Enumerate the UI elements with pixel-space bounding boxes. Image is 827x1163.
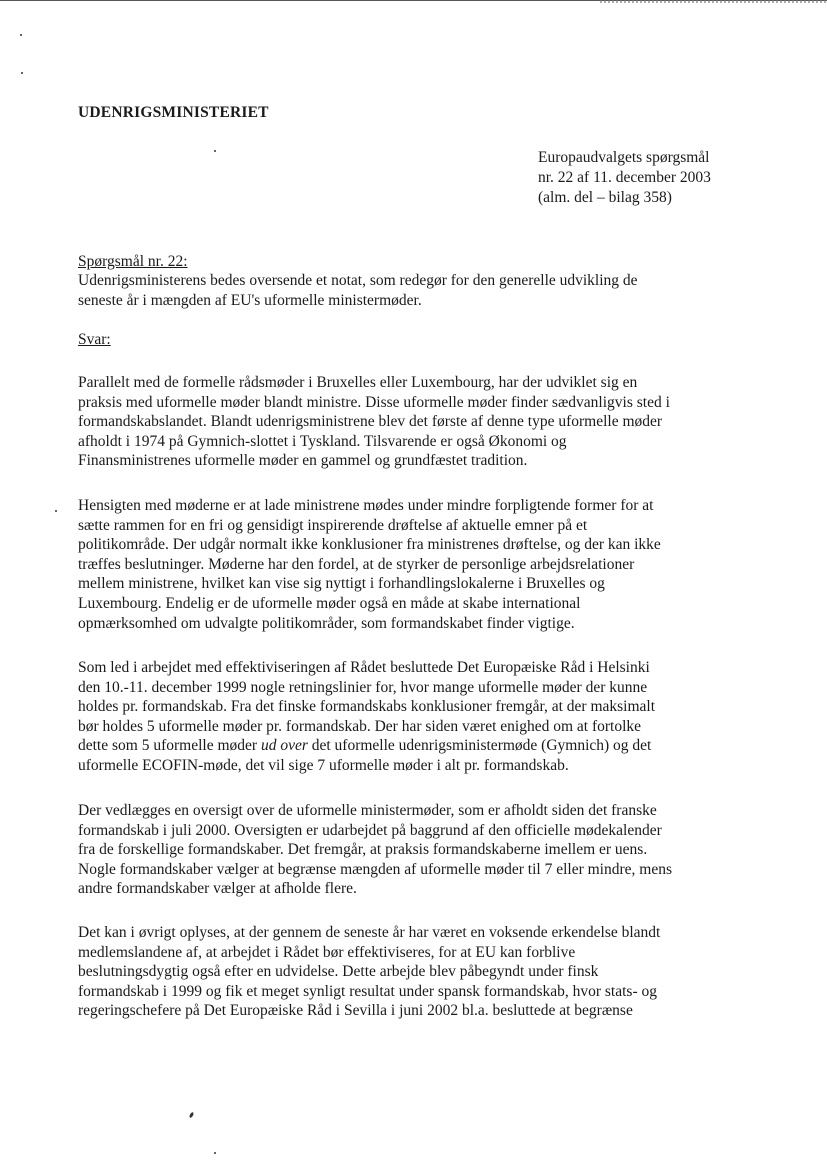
paragraph-line: andre formandskaber vælger at afholde flere. [78, 880, 357, 898]
italic-run: ud over [260, 737, 308, 755]
scan-speck [20, 34, 22, 36]
paragraph-5 [78, 923, 758, 1021]
paragraph-line: formandskab i juli 2000. Oversigten er udarbejdet på baggrund af den officielle mødekalender [78, 821, 662, 839]
scan-top-edge-dotted [600, 0, 827, 3]
paragraph-2 [78, 496, 758, 633]
paragraph-line: opmærksomhed om udvalgte politikområder, som formandskabet finder vigtige. [78, 614, 575, 632]
paragraph-line: praksis med uformelle møder blandt ministre. Disse uformelle møder finder sædvanligvis sted i [78, 393, 670, 411]
paragraph-line: Nogle formandskaber vælger at begrænse mængden af uformelle møder til 7 eller mindre, mens [78, 860, 672, 878]
paragraph-line: sætte rammen for en fri og gensidigt inspirerende drøftelse af aktuelle emner på et [78, 516, 588, 534]
paragraph-line: mellem ministrene, hvilket kan vise sig nyttigt i forhandlingslokalerne i Bruxelles og [78, 575, 605, 593]
scan-speck [214, 150, 216, 152]
answer-heading [78, 330, 758, 350]
paragraph-line: træffes beslutninger. Møderne har den fordel, at de styrker de personlige arbejdsrelationer [78, 555, 635, 573]
paragraph-line: formandskab i 1999 og fik et meget synligt resultat under spansk formandskab, hvor stats- og [78, 982, 657, 1000]
scan-speck [55, 510, 57, 512]
reference-line: nr. 22 af 11. december 2003 [538, 169, 711, 186]
paragraph-line: holdes pr. formandskab. Fra det finske formandskabs konklusioner fremgår, at der maksimalt [78, 698, 656, 716]
paragraph-line: beslutningsdygtig også efter en udvidelse. Dette arbejde blev påbegyndt under finsk [78, 963, 599, 981]
paragraph-line: Som led i arbejdet med effektiviseringen af Rådet besluttede Det Europæiske Råd i Helsinki [78, 659, 650, 676]
paragraph-line: politikområde. Der udgår normalt ikke konklusioner fra ministrenes drøftelse, og der kan ikke [78, 536, 661, 554]
question-line: Udenrigsministerens bedes oversende et notat, som redegør for den generelle udvikling de [78, 272, 638, 289]
paragraph-1 [78, 373, 758, 471]
paragraph-line: bør holdes 5 uformelle møder pr. formandskab. Der har siden været enighed om at fortolke [78, 717, 642, 735]
paragraph-line: uformelle ECOFIN-møde, det vil sige 7 uformelle møder i alt pr. formandskab. [78, 756, 569, 774]
reference-line: Europaudvalgets spørgsmål [538, 149, 710, 166]
scan-speck [21, 72, 23, 74]
reference-block [538, 148, 711, 208]
text-run: dette som 5 uformelle møder [78, 737, 261, 755]
paragraph-line: medlemslandene af, at arbejdet i Rådet bør effektiviseres, for at EU kan forblive [78, 943, 576, 961]
question-heading [78, 252, 758, 272]
text-run: det uformelle udenrigsministermøde (Gymnich) og det [307, 737, 652, 755]
paragraph-line: regeringschefere på Det Europæiske Råd i Sevilla i juni 2002 bl.a. besluttede at begrænse [78, 1002, 633, 1020]
question-line: seneste år i mængden af EU's uformelle ministermøder. [78, 291, 422, 309]
paragraph-line: fra de forskellige formandskaber. Det fremgår, at praksis formandskaberne imellem er uens. [78, 841, 648, 859]
paragraph-3 [78, 658, 758, 776]
scan-speck [214, 1152, 216, 1154]
question-heading-text: Spørgsmål nr. 22: [78, 253, 188, 270]
paragraph-line: Finansministrenes uformelle møder en gammel og grundfæstet tradition. [78, 452, 528, 470]
question-text [78, 271, 758, 310]
paragraph-4 [78, 801, 758, 899]
paragraph-line: Luxembourg. Endelig er de uformelle møder også en måde at skabe international [78, 594, 581, 612]
reference-line: (alm. del – bilag 358) [538, 189, 672, 206]
paragraph-line-mixed [78, 736, 758, 756]
paragraph-line: den 10.-11. december 1999 nogle retningslinier for, hvor mange uformelle møder der kunne [78, 678, 648, 696]
paragraph-line: Der vedlægges en oversigt over de uformelle ministermøder, som er afholdt siden det franske [78, 802, 657, 819]
paragraph-line: afholdt i 1974 på Gymnich-slottet i Tyskland. Tilsvarende er også Økonomi og [78, 432, 567, 450]
scan-speck [189, 1112, 195, 1119]
paragraph-line: formandskabslandet. Blandt udenrigsministrene blev det første af denne type uformelle møder [78, 413, 663, 431]
paragraph-line: Parallelt med de formelle rådsmøder i Bruxelles eller Luxembourg, har der udviklet sig en [78, 374, 638, 391]
ministry-heading: UDENRIGSMINISTERIET [78, 104, 269, 121]
paragraph-line: Hensigten med møderne er at lade ministrene mødes under mindre forpligtende former for at [78, 497, 654, 514]
answer-heading-text: Svar: [78, 331, 111, 348]
paragraph-line: Det kan i øvrigt oplyses, at der gennem de seneste år har været en voksende erkendelse blandt [78, 924, 661, 941]
